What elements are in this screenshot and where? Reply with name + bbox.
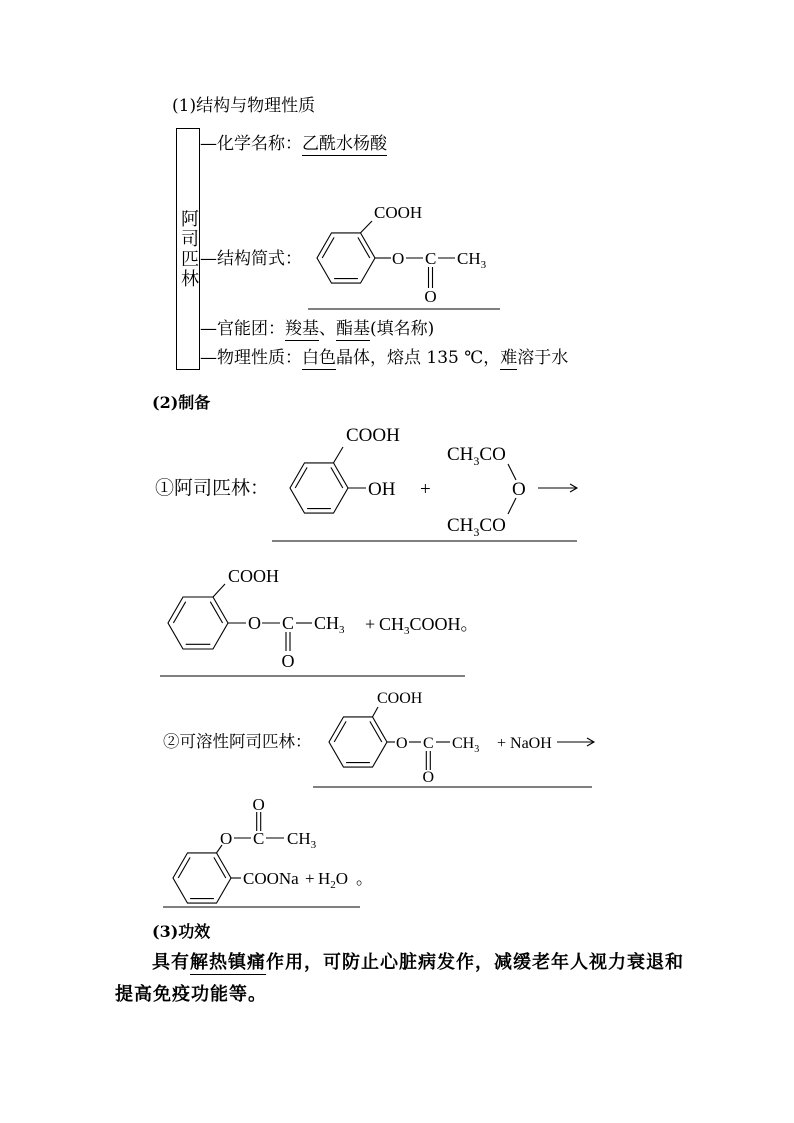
methyl-main: CH: [452, 735, 475, 752]
carboxyl-bond: [361, 221, 373, 233]
name-row-answer: 乙酰水杨酸: [302, 133, 387, 154]
carbonyl-oxygen-label: O: [281, 651, 295, 671]
effect-line1: [152, 954, 684, 972]
benzene-ring: [317, 233, 375, 283]
ester-oxygen-label: O: [248, 613, 261, 633]
effect-line1-pre: 具有: [152, 952, 190, 973]
anhydride-top-subscript: 3: [473, 454, 480, 468]
methyl-subscript: 3: [474, 744, 480, 755]
group-row: [200, 318, 435, 339]
sodium-carboxylate-label: COONa: [243, 869, 299, 888]
section2-title: (2)制备: [152, 393, 211, 412]
property-row-prefix: —物理性质：: [200, 347, 302, 368]
ring-oxygen-bond: [217, 845, 223, 853]
reaction-arrow-head: [570, 484, 577, 492]
reaction1-label: ①阿司匹林：: [155, 476, 270, 499]
effect-line1-answer: 解热镇痛: [190, 952, 266, 973]
methyl-label: [457, 249, 487, 271]
methyl-subscript: 3: [480, 259, 487, 271]
carboxyl-label: COOH: [374, 203, 423, 222]
aspirin-bracket-box: [176, 128, 200, 370]
ring-double-bond: [295, 467, 307, 488]
plus-sign: +: [420, 479, 431, 500]
aspirin-structure: [308, 203, 500, 309]
water-subscript: 2: [330, 879, 336, 891]
ring-double-bond: [358, 237, 370, 258]
group-row-answer2: 酯基: [336, 318, 370, 339]
methyl-subscript: 3: [310, 839, 317, 851]
ring-double-bond: [331, 467, 343, 488]
ring-double-bond: [322, 237, 334, 258]
effect-line2: 提高免疫功能等。: [115, 984, 267, 1005]
byproduct-plus: +: [365, 614, 376, 634]
carbonyl-carbon-label: C: [423, 735, 434, 752]
acetic-acid-methyl: CH: [379, 614, 405, 634]
anhydride-bond: [508, 498, 516, 514]
carboxyl-label: COOH: [228, 566, 280, 586]
water-hydrogen: H: [318, 869, 331, 888]
anhydride-bottom-acyl: CO: [479, 515, 506, 536]
benzene-ring: [173, 853, 231, 903]
carbonyl-oxygen-label: O: [422, 769, 435, 786]
benzene-ring: [168, 597, 228, 649]
carbonyl-carbon-label: C: [282, 613, 295, 633]
effect-line1-post: 作用，可防止心脏病发作，减缓老年人视力衰退和: [266, 952, 684, 973]
reaction2-products: [163, 795, 373, 907]
box-label: 阿司匹林: [178, 209, 199, 289]
property-row-suffix: 溶于水: [517, 347, 569, 368]
ring-double-bond: [173, 602, 185, 623]
methyl-label: [314, 613, 345, 636]
carboxyl-bond: [373, 707, 379, 717]
name-row-prefix: —化学名称：: [200, 133, 302, 154]
acetic-acid-subscript: 3: [404, 625, 410, 637]
anhydride-bottom-subscript: 3: [473, 525, 480, 539]
water-plus: +: [305, 869, 315, 888]
name-row: [200, 133, 387, 154]
group-row-sep: 、: [319, 318, 336, 339]
carbonyl-oxygen-label: O: [424, 287, 437, 306]
reaction1-reactants: [272, 425, 577, 541]
ring-double-bond: [214, 857, 226, 878]
structure-row-prefix: —结构简式：: [200, 248, 302, 269]
property-row-answer2: 难: [500, 347, 518, 368]
group-row-suffix: (填名称): [370, 318, 435, 339]
reaction1-products: [160, 566, 479, 676]
acetic-acid-rest: COOH: [409, 614, 461, 634]
carboxyl-label: COOH: [377, 690, 423, 707]
reaction-arrow-head: [587, 738, 594, 746]
benzene-ring: [290, 463, 348, 513]
section3-title: (3)功效: [152, 922, 211, 941]
ring-double-bond: [178, 857, 190, 878]
methyl-main: CH: [314, 613, 340, 633]
sentence-end: 。: [460, 614, 479, 634]
reaction2-label: ②可溶性阿司匹林：: [163, 732, 312, 751]
water-oxygen: O: [335, 869, 349, 888]
anhydride-bond: [508, 464, 516, 480]
anhydride-bottom-methyl: CH: [447, 515, 474, 536]
bridge-oxygen-label: O: [512, 479, 526, 500]
group-row-prefix: —官能团：: [200, 318, 285, 339]
carbonyl-carbon-label: C: [425, 249, 437, 268]
ester-oxygen-label: O: [220, 829, 233, 848]
methyl-label: [287, 829, 317, 851]
sentence-end: 。: [356, 869, 373, 888]
ring-double-bond: [210, 602, 222, 623]
methyl-subscript: 3: [339, 624, 345, 636]
section1-title: (1)结构与物理性质: [172, 96, 316, 116]
naoh-reagent: + NaOH: [497, 735, 552, 752]
methyl-label: [452, 735, 479, 755]
carboxyl-bond: [213, 584, 225, 597]
anhydride-top-acyl: CO: [479, 444, 506, 465]
property-row-answer1: 白色: [302, 347, 336, 368]
acetic-acid-formula: [379, 614, 479, 637]
reaction2-reactants: [313, 690, 594, 787]
property-row: [200, 347, 569, 368]
methyl-main: CH: [287, 829, 311, 848]
anhydride-top-methyl: CH: [447, 444, 474, 465]
property-row-mid: 晶体，熔点 135 ℃，: [336, 347, 501, 368]
carbonyl-oxygen-label: O: [252, 795, 265, 814]
ester-oxygen-label: O: [396, 735, 408, 752]
ester-oxygen-label: O: [392, 249, 405, 268]
ring-double-bond: [334, 721, 346, 742]
carbonyl-carbon-label: C: [253, 829, 265, 848]
anhydride-top-group: [447, 444, 506, 468]
methyl-main: CH: [457, 249, 481, 268]
carboxyl-label: COOH: [346, 425, 400, 446]
water-formula: [318, 869, 348, 891]
benzene-ring: [329, 717, 387, 767]
hydroxyl-label: OH: [368, 479, 396, 500]
group-row-answer1: 羧基: [285, 318, 319, 339]
carboxyl-bond: [334, 447, 344, 463]
ring-double-bond: [370, 721, 382, 742]
anhydride-bottom-group: [447, 515, 506, 539]
